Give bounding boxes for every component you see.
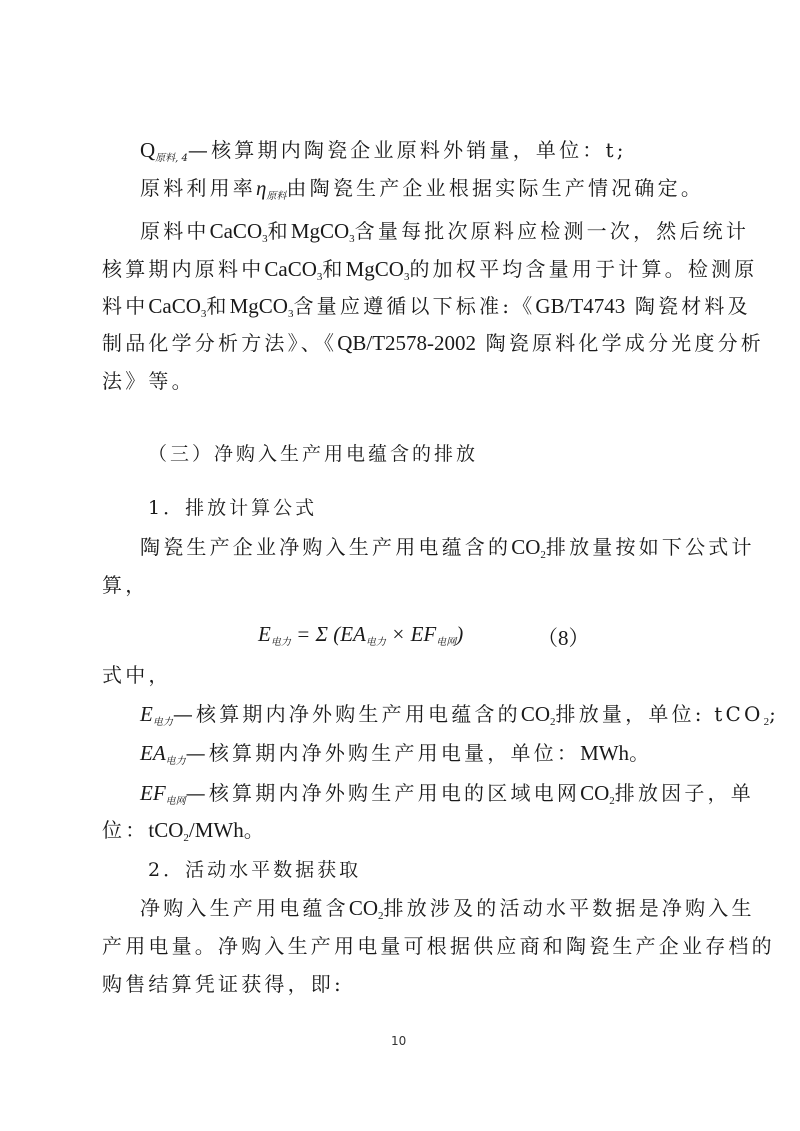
text: 含量每批次原料应检测一次，然后统计	[354, 219, 750, 243]
subscript: 2	[378, 910, 384, 922]
paragraph-line	[140, 535, 755, 567]
subscript: 2	[540, 549, 546, 561]
text: 和	[267, 219, 291, 243]
text: ;	[769, 702, 780, 726]
definition-ea-electricity	[140, 741, 652, 774]
subscript: 3	[287, 308, 294, 320]
text: 陶瓷生产企业净购入生产用电蕴含的	[140, 535, 512, 559]
definition-text: —核算期内陶瓷企业原料外销量，单位：t;	[187, 138, 627, 162]
symbol-e: E	[258, 622, 271, 646]
text: 核算期内原料中	[102, 257, 265, 281]
raw-material-utilization-line	[140, 176, 704, 209]
text: 。	[243, 818, 267, 842]
text: 原料中	[140, 219, 210, 243]
formula-co2: CO	[511, 535, 541, 559]
symbol: EA	[140, 741, 166, 765]
subscript: 3	[403, 271, 410, 283]
text: 和	[206, 294, 230, 318]
paragraph-line: 购售结算凭证获得，即:	[102, 972, 344, 996]
page-number: 10	[391, 1034, 407, 1048]
text: 料中	[102, 294, 149, 318]
formula-co2: CO	[348, 896, 378, 920]
text: 陶瓷材料及	[625, 294, 751, 318]
subsection-heading: 1．排放计算公式	[148, 497, 318, 519]
subscript: 电力	[270, 637, 291, 648]
text: 和	[322, 257, 346, 281]
paragraph-line	[140, 896, 755, 928]
paragraph-line	[102, 257, 757, 289]
text: 法》等。	[102, 369, 195, 393]
formula-caco3: CaCO	[209, 219, 263, 243]
subscript: 3	[262, 233, 268, 245]
equation-number: （8）	[537, 626, 590, 650]
subscript: 电力	[365, 637, 386, 648]
symbol-ea: EA	[340, 622, 366, 646]
formula-co2: CO	[580, 781, 610, 805]
symbol-subscript: 原料	[266, 191, 287, 202]
subscript: 电力	[152, 717, 173, 728]
operator: = Σ (	[290, 622, 341, 646]
text: 排放量按如下公式计	[545, 535, 755, 559]
subscript: 电网	[436, 637, 457, 648]
subsection-heading: 2．活动水平数据获取	[148, 859, 362, 881]
symbol: EF	[140, 781, 166, 805]
symbol-ef: EF	[410, 622, 437, 646]
text: 。	[629, 741, 653, 765]
formula-caco3: CaCO	[264, 257, 317, 281]
formula-co2: CO	[520, 702, 551, 726]
section-heading: （三）净购入生产用电蕴含的排放	[148, 443, 479, 465]
paragraph-line	[102, 294, 751, 326]
text: 排放量，单位: tCO	[555, 702, 764, 726]
paragraph-line	[102, 331, 764, 355]
symbol-eta: η	[256, 176, 267, 200]
formula-mgco3: MgCO	[345, 257, 404, 281]
operator: )	[456, 622, 464, 646]
emission-formula	[258, 622, 463, 648]
symbol-subscript: 原料, 4	[155, 153, 188, 164]
standard-code: QB/T2578-2002	[337, 331, 477, 355]
formula-mgco3: MgCO	[290, 219, 350, 243]
text: —核算期内净外购生产用电量，单位：	[185, 741, 581, 765]
symbol-q: Q	[140, 138, 156, 162]
subscript: 3	[200, 308, 207, 320]
definition-ef-grid	[140, 781, 754, 814]
operator: ×	[385, 622, 411, 646]
paragraph-line: 产用电量。净购入生产用电量可根据供应商和陶瓷生产企业存档的	[102, 934, 775, 958]
text: —核算期内净外购生产用电蕴含的	[172, 702, 521, 726]
subscript: 电网	[165, 796, 186, 807]
paragraph-line	[102, 369, 195, 393]
definition-e-electricity	[140, 702, 779, 735]
text: 由陶瓷生产企业根据实际生产情况确定。	[286, 176, 705, 200]
paragraph-line: 算，	[102, 573, 149, 597]
paragraph-line	[140, 219, 749, 251]
definition-q-raw-sold	[140, 138, 627, 171]
text: 含量应遵循以下标准:《	[293, 294, 536, 318]
subscript: 3	[349, 233, 355, 245]
subscript: 2	[763, 716, 770, 728]
subscript: 2	[183, 832, 189, 844]
formula-mgco3: MgCO	[229, 294, 288, 318]
paragraph-line: 式中，	[102, 663, 172, 687]
text: 排放涉及的活动水平数据是净购入生	[383, 896, 755, 920]
subscript: 2	[609, 795, 615, 807]
unit: MWh	[580, 741, 630, 765]
unit: /MWh	[188, 818, 244, 842]
text: 排放因子，单	[614, 781, 754, 805]
subscript: 电力	[165, 756, 186, 767]
text: —核算期内净外购生产用电的区域电网	[185, 781, 581, 805]
text: 原料利用率	[140, 176, 256, 200]
text: 陶瓷原料化学成分光度分析	[476, 331, 764, 355]
text: 制品化学分析方法》、《	[102, 331, 338, 355]
formula-caco3: CaCO	[148, 294, 201, 318]
standard-code: GB/T4743	[535, 294, 626, 318]
symbol: E	[140, 702, 153, 726]
text: 净购入生产用电蕴含	[140, 896, 349, 920]
subscript: 3	[316, 271, 323, 283]
unit: tCO	[148, 818, 184, 842]
subscript: 2	[550, 716, 556, 728]
paragraph-line	[102, 818, 267, 850]
text: 的加权平均含量用于计算。检测原	[409, 257, 758, 281]
text: 位：	[102, 818, 149, 842]
